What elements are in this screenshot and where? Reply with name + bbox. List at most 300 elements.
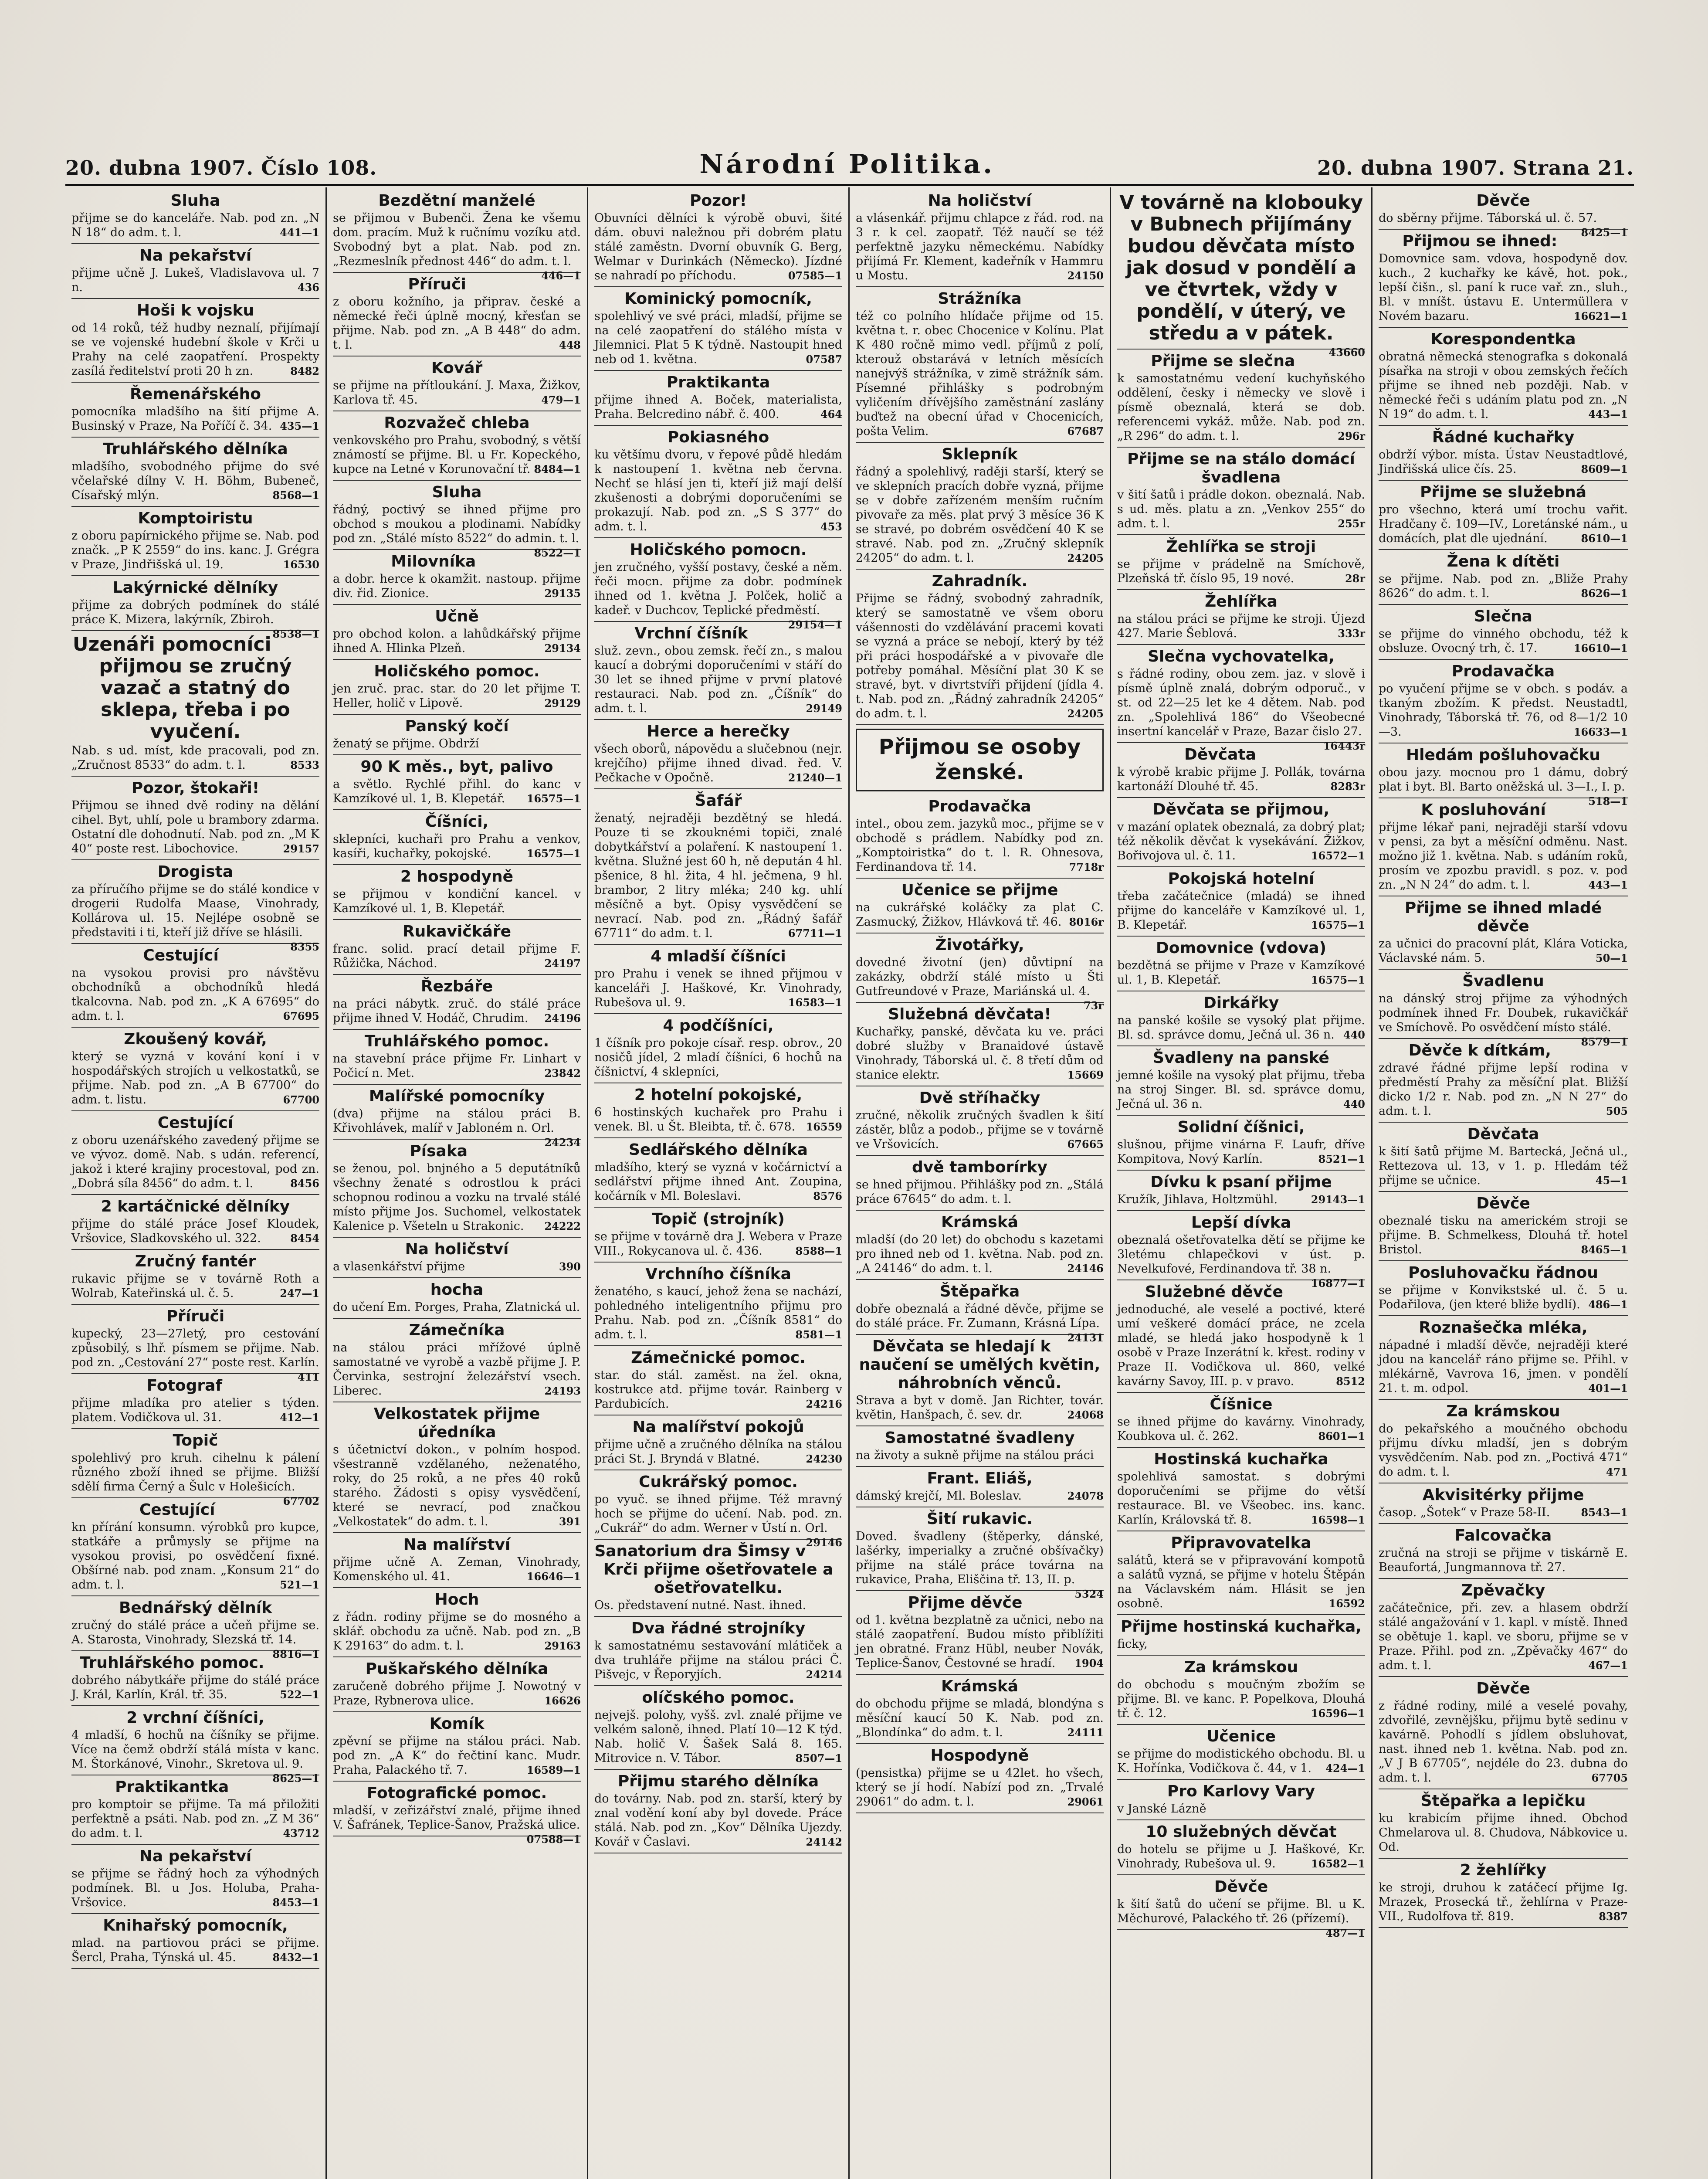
ad-heading: Řemenářského	[130, 385, 261, 403]
ad-heading: Frant. Eliáš,	[927, 1470, 1033, 1487]
ad-heading: Pozor!	[690, 192, 747, 210]
ad-text: se hned přijmou. Přihlášky pod zn. „Stálá práce 67645“ do adm. t. l.	[856, 1178, 1104, 1206]
ad-heading: Řádné kuchařky	[1432, 428, 1575, 446]
classified-ad	[333, 1782, 581, 1846]
classified-ad	[856, 1003, 1104, 1086]
ad-text: na vysokou provisi pro návštěvu obchodníků a obchodníků hledá tkalcovna. Nab. pod zn. „K A 67695“ do adm. t. l.	[71, 966, 319, 1023]
ad-heading: Na malířství	[403, 1536, 511, 1554]
ad-text: přijme se do kanceláře. Nab. pod zn. „N N 18“ do adm. t. l.	[71, 211, 319, 239]
ad-text: přijme za dobrých podmínek do stálé práce K. Mizera, lakýrník, Zbiroh.	[71, 598, 319, 626]
ad-text: Kružík, Jihlava, Holtzmühl.	[1117, 1193, 1278, 1206]
ad-reference-number: 24131	[1067, 1331, 1104, 1344]
ad-reference-number: 29129	[544, 697, 581, 709]
ad-heading: Rukavičkáře	[402, 923, 512, 940]
classified-ad	[333, 189, 581, 282]
ad-text: přijme ihned A. Boček, materialista, Praha. Belcredino nábř. č. 400.	[594, 393, 842, 421]
ad-text: na životy a sukně přijme na stálou práci	[856, 1449, 1094, 1462]
ad-text: jen zručného, vyšší postavy, české a něm. řeči mocn. přijme za dobr. podmínek ihned od 1. května J. Polček, holič a kadeř. v Duchcov, Teplické předměstí.	[594, 560, 842, 617]
ad-reference-number: 24193	[544, 1385, 581, 1397]
ad-text: na cukrářské koláčky za plat C. Zasmucký, Žižkov, Hlávková tř. 46.	[856, 901, 1104, 929]
ad-text: zdravé řádné přijme lepší rodina v předměstí Prahy za měsíční plat. Bližší dicko 1/2 r. Nab. pod zn. „N N 27“ do adm. t. l.	[1379, 1061, 1628, 1118]
ad-heading: Krámská	[941, 1213, 1019, 1231]
ad-text: obratná německá stenografka s dokonalá písařka na stroji v obou zemských řečích přijme se ihned neb později. Nab. v německé řeči s udáním platu pod zn. „N N 19“ do adm. t. l.	[1379, 350, 1628, 421]
ad-reference-number: 435—1	[280, 420, 319, 432]
ad-reference-number: 24150	[1067, 269, 1104, 282]
ad-heading: Komptoiristu	[138, 509, 253, 527]
ad-heading: Šafář	[695, 792, 742, 810]
classified-ad	[1379, 896, 1628, 970]
classified-ad	[1117, 1448, 1365, 1531]
classified-ad	[1117, 189, 1365, 359]
ad-reference-number: 8625—1	[272, 1772, 319, 1785]
ad-text: do sběrny přijme. Táborská ul. č. 57.	[1379, 211, 1597, 225]
ad-heading: Hoši k vojsku	[136, 302, 254, 319]
classified-ad	[594, 189, 842, 287]
ad-text: se přijme. Nab. pod zn. „Bliže Prahy 8626“ do adm. t. l.	[1379, 572, 1628, 600]
ad-heading: Děvče k dítkám,	[1408, 1042, 1551, 1059]
classified-ad	[71, 1374, 319, 1429]
column-5	[1111, 187, 1372, 2179]
ad-text: kupecký, 23—27letý, pro cestování způsobilý, s lhř. písmem se přijme. Nab. pod zn. „Cestování 27“ poste rest. Karlín.	[71, 1327, 319, 1369]
ad-text: obeznalá ošetřovatelka dětí se přijme ke 3letému chlapečkovi v úst. p. Nevelkufové, Ferdinandova tř. 38 n.	[1117, 1233, 1365, 1276]
ad-heading: Domovnice (vdova)	[1156, 939, 1327, 957]
ad-text: a dobr. herce k okamžit. nastoup. přijme div. řid. Zionice.	[333, 572, 581, 600]
classified-ad	[1117, 1615, 1365, 1656]
classified-ad	[1379, 230, 1628, 328]
ad-text: přijme lékař pani, nejraději starší vdovu v pensi, za byt a měsíční odměnu. Nast. možno již 1. května. Nab. s udáním roků, prosím ve zpozbu pravidl. s poz. v. pod zn. „N N 24“ do adm. t. l.	[1379, 821, 1628, 892]
ad-text: služ. zevn., obou zemsk. řečí zn., s malou kaucí a dobrými doporučeními v stáří do 30 let se ihned přijme v první platové restauraci. Nab. pod zn. „Číšník“ do adm. t. l.	[594, 644, 842, 715]
ad-reference-number: 43712	[283, 1827, 319, 1840]
classified-ad	[1379, 1123, 1628, 1192]
ad-text: ženatý, nejraději bezdětný se hledá. Pouze ti se zkouknémi topiči, znalé dobytkářství a polaření. K nastoupení 1. května. Služné jest 60 h, ně depután 4 hl. pšenice, 8 hl. žita, 4 hl. ječmena, 9 hl. brambor, 2 litry mléka; 240 kg. uhlí měsíčně a byt. Opisy vysvědčení se nevrací. Nab. pod zn. „Řádný šafář 67711“ do adm. t. l.	[594, 811, 842, 940]
classified-ad	[71, 299, 319, 383]
ad-text: (dva) přijme na stálou práci B. Křivohlávek, malíř v Jabloném n. Orl.	[333, 1107, 581, 1135]
classified-ad	[71, 777, 319, 860]
ad-reference-number: 29135	[544, 587, 581, 600]
classified-ad	[1117, 1116, 1365, 1171]
ad-heading: K posluhování	[1421, 801, 1546, 819]
ad-heading: Žehlířka se stroji	[1166, 538, 1316, 556]
classified-ad	[594, 1014, 842, 1083]
ad-text: přijme učně A. Zeman, Vinohrady, Komenského ul. 41.	[333, 1555, 581, 1583]
ad-heading: Dvě stříhačky	[919, 1089, 1040, 1107]
classified-ad	[333, 1238, 581, 1278]
ad-text: v Janské Lázně	[1117, 1802, 1206, 1816]
ad-reference-number: 441—1	[280, 226, 319, 239]
classified-ad	[71, 438, 319, 507]
classified-ad	[71, 1914, 319, 1969]
classified-ad	[1117, 1780, 1365, 1820]
ad-text: pro Prahu i venek se ihned přijmou v kanceláři J. Haškové, Kr. Vinohrady, Rubešova ul. 9.	[594, 967, 842, 1009]
ad-heading: Truhlářského pomoc.	[80, 1654, 264, 1672]
ad-reference-number: 29163	[544, 1639, 581, 1652]
ad-reference-number: 8453—1	[272, 1896, 319, 1909]
ad-heading: Děvčata	[1184, 746, 1256, 764]
ad-heading: Učně	[435, 608, 479, 625]
classified-ad	[594, 1263, 842, 1346]
ad-reference-number: 471	[1606, 1466, 1628, 1478]
ad-text: zručná na stroji se přijme v tiskárně E. Beaufortá, Jungmannova tř. 27.	[1379, 1546, 1628, 1574]
ad-reference-number: 67700	[283, 1093, 319, 1106]
ad-text: obdrží výbor. místa. Ústav Neustadtlové, Jindřišská ulice čís. 25.	[1379, 448, 1628, 476]
classified-ad	[333, 755, 581, 810]
ad-text: a vlasenkářství přijme	[333, 1260, 465, 1273]
ad-text: po vyučení přijme se v obch. s podáv. a tkaným zbožím. K předst. Neustadtl, Vinohrady, Táborská tř. 76, od 8—1/2 10—3.	[1379, 682, 1628, 739]
ad-reference-number: 16575—1	[1311, 974, 1365, 986]
ad-reference-number: 67711—1	[788, 927, 842, 940]
classified-ad	[71, 1498, 319, 1596]
classified-ad	[333, 1319, 581, 1402]
ad-heading: Lakýrnické dělníky	[112, 579, 278, 597]
ad-text: do obchodu přijme se mladá, blondýna s měsíční kaucí 50 K. Nab. pod zn. „Blondínka“ do adm. t. l.	[856, 1697, 1104, 1739]
ad-text: dovedné životní (jen) důvtipní na zakázky, obdrží stálé místo u Šti Gutfreundové v Praze, Mariánská ul. 4.	[856, 956, 1104, 998]
ad-heading: Přijme se na stálo domácí švadlena	[1127, 450, 1355, 486]
ad-heading: Písaka	[410, 1142, 468, 1160]
ad-reference-number: 443—1	[1588, 408, 1628, 421]
classified-ad	[71, 860, 319, 953]
classified-ad	[594, 1470, 842, 1549]
ad-heading: Milovníka	[391, 553, 476, 570]
classified-ad	[1117, 1211, 1365, 1290]
ad-heading: Zpěvačky	[1461, 1582, 1545, 1599]
ad-text: na panské košile se vysoký plat přijme. Bl. sd. správce domu, Ječná ul. 36 n.	[1117, 1014, 1365, 1042]
ad-reference-number: 16575—1	[526, 847, 581, 860]
ad-heading: Cukrářský pomoc.	[639, 1473, 798, 1491]
ad-text: sklepníci, kuchaři pro Prahu a venkov, kasíři, kuchařky, pokojské.	[333, 832, 581, 860]
ad-text: slušnou, přijme vinárna F. Laufr, dříve Kompitova, Nový Karlín.	[1117, 1138, 1365, 1166]
ad-reference-number: 8425—1	[1581, 226, 1628, 239]
ad-heading: 4 podčíšníci,	[663, 1017, 774, 1035]
ad-text: (pensistka) přijme se u 42let. ho všech, který se jí hodí. Nabízí pod zn. „Trvalé 29061“ do adm. t. l.	[856, 1766, 1104, 1809]
ad-heading: Uzenáři pomocníci přijmou se zručný vazač a statný do sklepa, třeba i po vyučení.	[72, 633, 292, 743]
ad-text: Přijmou se ihned dvě rodiny na dělání cihel. Byt, uhlí, pole u brambory zdarma. Ostatní dle dohodnutí. Nab. pod zn. „M K 40“ poste rest. Libochovice.	[71, 799, 319, 855]
ad-reference-number: 16596—1	[1311, 1707, 1365, 1720]
classified-ad	[333, 481, 581, 559]
ad-text: 1 číšník pro pokoje císař. resp. obrov., 20 nosičů jídel, 2 mladí číšníci, 6 hochů na číšnictví, 4 sklepníci,	[594, 1036, 842, 1079]
ad-reference-number: 522—1	[280, 1688, 319, 1701]
ad-text: všech oborů, nápovědu a slučebnou (nejr. krejčího) přijme ihned divad. řed. V. Pečkache v Opočně.	[594, 742, 842, 784]
ad-heading: Životářky,	[935, 936, 1024, 954]
ad-reference-number: 8355	[290, 940, 319, 953]
classified-ad	[594, 1540, 842, 1617]
ad-reference-number: 67687	[1067, 425, 1104, 438]
classified-ad	[856, 1156, 1104, 1211]
ad-reference-number: 505	[1606, 1105, 1628, 1117]
ad-text: přijme učně J. Lukeš, Vladislavova ul. 7 n.	[71, 266, 319, 294]
classified-ad	[594, 426, 842, 538]
classified-ad	[594, 1686, 842, 1770]
ad-text: ženatého, s kaucí, jehož žena se nachází, pohledného inteligentního přijmu pro Prahu. Nab. pod zn. „Číšník 8581“ do adm. t. l.	[594, 1285, 842, 1341]
ad-text: jemné košile na vysoký plat přijmu, třeba na stroj Singer. Bl. sd. správce domu, Ječná ul. 36 n.	[1117, 1069, 1365, 1111]
ad-heading: Panský kočí	[405, 717, 509, 735]
classified-ad	[1117, 867, 1365, 937]
classified-ad	[856, 1335, 1104, 1426]
classified-columns	[65, 187, 1634, 2179]
ad-heading: Vrchní číšník	[634, 625, 748, 642]
ad-heading: Topič	[173, 1432, 218, 1449]
ad-text: ženatý se přijme. Obdrží	[333, 737, 479, 750]
ad-text: se přijme v Konvikstské ul. č. 5 u. Podařilova, (jen které bliže bydlí).	[1379, 1283, 1628, 1311]
ad-heading: Hospodyně	[930, 1747, 1029, 1765]
ad-text: dámský krejčí, Ml. Boleslav.	[856, 1489, 1022, 1503]
classified-ad	[1379, 1192, 1628, 1261]
ad-heading: Truhlářského pomoc.	[364, 1032, 549, 1050]
ad-heading: Zkoušený kovář,	[124, 1030, 267, 1048]
ad-text: a vlásenkář. přijmu chlapce z řád. rod. na 3 r. k cel. zaopatř. Též naučí se též perfektně jazyku německému. Nabídky přijímá Fr. Klement, kadeřník v Hammru u Mostu.	[856, 211, 1104, 282]
classified-ad	[1117, 1393, 1365, 1448]
ad-heading: Malířské pomocníky	[369, 1087, 545, 1105]
ad-heading: Hledám pošluhovačku	[1406, 746, 1600, 764]
ad-heading: Vrchního číšníka	[645, 1265, 791, 1283]
classified-ad	[1117, 1875, 1365, 1939]
ad-text: který se vyzná v kování koní i v hospodářských strojích u velkostatků, se přijme. Nab. pod zn. „A B 67700“ do adm. t. listu.	[71, 1050, 319, 1106]
ad-reference-number: 16621—1	[1573, 310, 1628, 322]
column-6	[1372, 187, 1634, 2179]
classified-ad	[1379, 605, 1628, 660]
ad-reference-number: 412—1	[280, 1411, 319, 1424]
ad-text: venkovského pro Prahu, svobodný, s větší známostí se přijme. Bl. u Fr. Kopeckého, kupce na Letné v Korunovační tř.	[333, 434, 581, 476]
ad-reference-number: 8609—1	[1581, 463, 1628, 475]
ad-heading: olíčského pomoc.	[642, 1689, 795, 1707]
classified-ad	[1117, 1656, 1365, 1725]
ad-heading: Fotografické pomoc.	[366, 1784, 547, 1802]
column-2	[327, 187, 588, 2179]
ad-heading: Dívku k psaní přijme	[1150, 1173, 1332, 1191]
ad-heading: Cestující	[143, 947, 219, 964]
ad-text: k samostatnému vedení kuchyňského oddělení, česky i německy ve slově i písmě obeznalá, která se dob. referencemi vykáž. může. Nab. pod zn. „R 296“ do adm. t. l.	[1117, 372, 1365, 443]
ad-heading: Přijmou se ihned:	[1402, 232, 1558, 250]
ad-reference-number: 8507—1	[795, 1752, 842, 1765]
ad-text: dobrého nábytkáře přijme do stálé práce J. Král, Karlín, Král. tř. 35.	[71, 1673, 319, 1701]
ad-heading: Přijme se ihned mladé děvče	[1404, 899, 1602, 935]
ad-heading: Děvčata se přijmou,	[1152, 801, 1330, 818]
ad-heading: Posluhovačku řádnou	[1408, 1264, 1598, 1282]
ad-heading: Zahradník.	[932, 572, 1028, 590]
ad-text: 4 mladší, 6 hochů na číšníky se přijme. Více na čemž obdrží stálá místa v kanc. M. Štorkánové, Vinohr., Skretova ul. 9.	[71, 1728, 319, 1771]
ad-text: mlad. na partiovou práci se přijme. Šercl, Praha, Týnská ul. 45.	[71, 1936, 319, 1964]
classified-ad	[71, 383, 319, 438]
classified-ad	[333, 1278, 581, 1319]
ad-reference-number: 8016r	[1069, 916, 1104, 928]
ad-reference-number: 16610—1	[1573, 642, 1628, 655]
ad-reference-number: 28r	[1345, 572, 1365, 585]
ad-text: z oboru kožního, ja připrav. české a německé řeči úplně mocný, křesťan se přijme. Nab. pod zn. „A B 448“ do adm. t. l.	[333, 295, 581, 352]
classified-ad	[333, 1657, 581, 1712]
ad-heading: 90 K měs., byt, palivo	[360, 758, 553, 776]
ad-reference-number: 24142	[806, 1836, 842, 1848]
classified-ad	[1117, 1725, 1365, 1780]
ad-reference-number: 8512	[1336, 1375, 1365, 1388]
classified-ad	[594, 1415, 842, 1470]
classified-ad	[71, 1775, 319, 1845]
ad-reference-number: 8610—1	[1581, 532, 1628, 545]
ad-reference-number: 8521—1	[1318, 1153, 1365, 1165]
classified-ad	[1379, 1524, 1628, 1579]
ad-reference-number: 8581—1	[795, 1328, 842, 1341]
ad-heading: Lepší dívka	[1191, 1214, 1291, 1232]
ad-text: zaručeně dobrého přijme J. Nowotný v Praze, Rybnerova ulice.	[333, 1680, 581, 1707]
ad-reference-number: 24205	[1067, 552, 1104, 564]
ad-text: k samostatnému sestavování mlátiček a dva truhláře přijme na stálou práci Č. Pišvejc, v Řeporyjích.	[594, 1639, 842, 1681]
ad-reference-number: 29061	[1067, 1795, 1104, 1808]
ad-reference-number: 436	[297, 281, 319, 294]
classified-ad	[71, 1596, 319, 1660]
ad-text: Nab. s ud. míst, kde pracovali, pod zn. „Zručnost 8533“ do adm. t. l.	[71, 744, 319, 772]
ad-heading: Na malířství pokojů	[632, 1418, 804, 1436]
ad-text: jen zruč. prac. star. do 20 let přijme T. Heller, holič v Lipově.	[333, 682, 581, 710]
ad-text: jednoduché, ale veselé a poctivé, které umí veškeré domácí práce, ne zcela mladé, se hledá jako hospodyně k 1 osobě v Praze Inzerátní k. křest. rodiny v Praze II. Vodičkova ul. 860, velké kavárny Savoy, III. p. v pravo.	[1117, 1303, 1365, 1388]
classified-ad	[594, 1208, 842, 1263]
ad-heading: Dva řádné strojníky	[631, 1619, 806, 1637]
ad-heading: Učenice se přijme	[901, 881, 1058, 899]
ad-text: pro všechno, která umí trochu vařit. Hradčany č. 109—IV., Loretánské nám., u domácích, plat dle ujednání.	[1379, 503, 1628, 545]
ad-text: ke stroji, druhou k zatáčecí přijme Ig. Mrazek, Prosecká tř., žehlírna v Praze-VII., Rudolfova tř. 819.	[1379, 1881, 1628, 1923]
classified-ad	[333, 411, 581, 481]
ad-reference-number: 487—1	[1325, 1927, 1365, 1939]
ad-text: Přijme se řádný, svobodný zahradník, který se samostatně ve všem oboru vášennosti do vzdělávání pracemi kovati se vyzná a práce se nebojí, který by též při práci hospodářské a v pivovaře dle potřeby pomáhal. Měsíční plat 30 K se stravé, byt. v divrtstvíři přijdení (jídla 4. t. Nab. pod zn. „Řádný zahradník 24205“ do adm. t. l.	[856, 592, 1104, 720]
ad-heading: Hoch	[434, 1591, 479, 1609]
classified-ad	[1117, 1046, 1365, 1116]
ad-heading: Cestující	[139, 1501, 215, 1519]
classified-ad	[1379, 743, 1628, 808]
classified-ad	[71, 507, 319, 576]
ad-reference-number: 24230	[806, 1453, 842, 1465]
classified-ad	[1379, 1789, 1628, 1859]
ad-heading: Dirkářky	[1203, 994, 1279, 1012]
ad-text: Strava a byt v domě. Jan Richter, továr. květin, Hanšpach, č. sev. dr.	[856, 1394, 1104, 1422]
ad-text: obeznalé tisku na americkém stroji se přijme. B. Schmelkess, Dlouhá tř. hotel Bristol.	[1379, 1214, 1628, 1256]
ad-reference-number: 29143—1	[1311, 1193, 1365, 1206]
column-4	[850, 187, 1111, 2179]
ad-reference-number: 07585—1	[788, 269, 842, 282]
ad-heading: Holičského pomocn.	[630, 541, 807, 559]
ad-heading: Sedlářského dělníka	[629, 1141, 808, 1159]
ad-reference-number: 443—1	[1588, 879, 1628, 891]
classified-ad	[594, 1138, 842, 1208]
ad-text: na stálou práci se přijme ke stroji. Újezd 427. Marie Šeblová.	[1117, 612, 1365, 640]
ad-reference-number: 8456	[290, 1177, 319, 1190]
ad-heading: Akvisitérky přijme	[1422, 1486, 1584, 1504]
ad-heading: hocha	[430, 1281, 484, 1299]
ad-heading: Herce a herečky	[647, 723, 790, 740]
ad-heading: Prodavačka	[1451, 662, 1555, 680]
ad-heading: Drogista	[157, 863, 234, 881]
ad-reference-number: 24078	[1067, 1490, 1104, 1502]
ad-reference-number: 16598—1	[1311, 1514, 1365, 1526]
classified-ad	[1379, 660, 1628, 743]
ad-heading: Zámečníka	[409, 1321, 505, 1339]
ad-heading: Přijmou se osoby ženské.	[878, 735, 1081, 784]
ad-heading: Příruči	[408, 275, 466, 293]
classified-ad	[1117, 590, 1365, 645]
ad-reference-number: 67702	[283, 1495, 319, 1507]
ad-reference-number: 8387	[1599, 1910, 1628, 1923]
ad-reference-number: 440	[1343, 1028, 1365, 1041]
ad-text: přijme učně a zručného dělníka na stálou práci St. J. Bryndá v Blatné.	[594, 1438, 842, 1466]
ad-reference-number: 8579—1	[1581, 1035, 1628, 1048]
classified-ad	[1379, 1579, 1628, 1677]
classified-ad	[856, 1467, 1104, 1507]
ad-heading: Pokojská hotelní	[1168, 870, 1315, 888]
ad-text: přijme mladíka pro atelier s týden. platem. Vodičkova ul. 31.	[71, 1396, 319, 1424]
ad-text: Obuvníci dělníci k výrobě obuvi, šité dám. obuvi naležnou při dobrém platu stálé zaměstn. Dvorní obuvník G. Berg, Welmar v Durinkách (Německo). Jízdné se nahradí po příchodu.	[594, 211, 842, 282]
classified-ad	[1117, 1531, 1365, 1615]
ad-heading: Na pekařství	[139, 1847, 252, 1865]
ad-text: nápadné i mladší děvče, nejraději které jdou na kancelář ráno přijme se. Přihl. v mlékárně, Vavrova 16, jmen. v pondělí 21. t. m. odpol.	[1379, 1338, 1628, 1395]
ad-heading: 10 služebných děvčat	[1145, 1823, 1337, 1841]
ad-reference-number: 67665	[1067, 1138, 1104, 1151]
ad-heading: Pro Karlovy Vary	[1167, 1782, 1315, 1800]
ad-heading: Fotograf	[146, 1377, 223, 1395]
ad-reference-number: 43660	[1328, 346, 1365, 359]
ad-heading: Šití rukavic.	[927, 1510, 1033, 1528]
ad-heading: Kominický pomocník,	[624, 290, 812, 308]
classified-ad	[71, 1250, 319, 1305]
classified-ad	[1117, 645, 1365, 752]
classified-ad	[1379, 328, 1628, 426]
ad-heading: Služebná děvčata!	[888, 1005, 1051, 1023]
ad-text: na stavební práce přijme Fr. Linhart v Počicí n. Met.	[333, 1052, 581, 1080]
ad-reference-number: 8576	[813, 1190, 842, 1202]
ad-reference-number: 16592	[1328, 1597, 1365, 1610]
ad-reference-number: 8626—1	[1581, 587, 1628, 600]
classified-ad	[71, 1111, 319, 1195]
classified-ad	[71, 1305, 319, 1383]
ad-reference-number: 467—1	[1588, 1659, 1628, 1672]
ad-reference-number: 45—1	[1595, 1174, 1628, 1187]
ad-text: k šití šatů do učení se přijme. Bl. u K. Měchurové, Palackého tř. 26 (přízemí).	[1117, 1897, 1365, 1925]
ad-text: do hotelu se přijme u J. Haškové, Kr. Vinohrady, Rubešova ul. 9.	[1117, 1843, 1365, 1870]
ad-text: kn přírání konsumn. výrobků pro kupce, statkáře a průmysly se přijme na vysokou provisi, po osvědčení fixné. Obšírné nab. pod znam. „Konsum 21“ do adm. t. l.	[71, 1521, 319, 1592]
ad-reference-number: 8432—1	[272, 1951, 319, 1964]
classified-ad	[333, 1140, 581, 1238]
classified-ad	[333, 715, 581, 755]
ad-heading: Holičského pomoc.	[374, 662, 540, 680]
classified-ad	[71, 244, 319, 299]
classified-ad	[594, 371, 842, 426]
ad-heading: Korespondentka	[1430, 330, 1576, 348]
ad-text: přijme do stálé práce Josef Kloudek, Vršovice, Sladkovského ul. 322.	[71, 1217, 319, 1245]
classified-ad	[1379, 1677, 1628, 1789]
ad-text: ficky,	[1117, 1637, 1148, 1651]
classified-ad	[333, 1085, 581, 1149]
ad-reference-number: 16575—1	[1311, 919, 1365, 931]
classified-ad	[1117, 535, 1365, 590]
ad-text: star. do stál. zaměst. na žel. okna, kostrukce atd. přijme továr. Rainberg v Pardubicích.	[594, 1368, 842, 1411]
ad-heading: Praktikanta	[666, 373, 770, 391]
ad-text: mladší (do 20 let) do obchodu s kazetami pro ihned neb od 1. května. Nab. pod zn. „A 24146“ do adm. t. l.	[856, 1233, 1104, 1275]
ad-heading: dvě tamborírky	[912, 1158, 1047, 1176]
classified-ad	[1379, 1400, 1628, 1483]
ad-heading: 2 hospodyně	[400, 868, 514, 886]
ad-heading: Sklepník	[942, 445, 1018, 463]
ad-text: se přijme do modistického obchodu. Bl. u K. Hořínka, Vodičkova č. 44, v 1.	[1117, 1747, 1365, 1775]
ad-heading: Na holičství	[928, 192, 1032, 210]
ad-text: do pekařského a moučného obchodu přijmu dívku mladší, jen s dobrým vysvědčením. Nab. pod zn. „Poctivá 471“ do adm. t. l.	[1379, 1422, 1628, 1479]
ad-reference-number: 16583—1	[788, 996, 842, 1009]
ad-reference-number: 1904	[1074, 1657, 1104, 1670]
ad-text: salátů, která se v připravování kompotů a salátů vyzná, se přijme v hotelu Štěpán na Václavském nám. Hlásit se jen osobně.	[1117, 1554, 1365, 1610]
ad-heading: Sanatorium dra Šimsy v Krči přijme ošetřovatele a ošetřovatelku.	[594, 1542, 834, 1597]
ad-reference-number: 8465—1	[1581, 1243, 1628, 1256]
ad-text: zručné, několik zručných švadlen k šití zástěr, blůz a podob., přijme se v továrně ve Vršovicích.	[856, 1109, 1104, 1151]
classified-ad	[856, 795, 1104, 879]
ad-reference-number: 24111	[1067, 1726, 1104, 1739]
ad-text: v mazání oplatek obeznalá, za dobrý plat; též několik děvčat k vysekávání. Žižkov, Bořivojova ul. č. 11.	[1117, 820, 1365, 862]
ad-reference-number: 390	[559, 1260, 581, 1273]
classified-ad	[594, 622, 842, 720]
ad-text: od 14 roků, též hudby neznalí, přijímají se ve vojenské hudební škole v Krči u Prahy na celé zaopatření. Prospekty zasílá ředitelství proti 20 h zn.	[71, 321, 319, 378]
